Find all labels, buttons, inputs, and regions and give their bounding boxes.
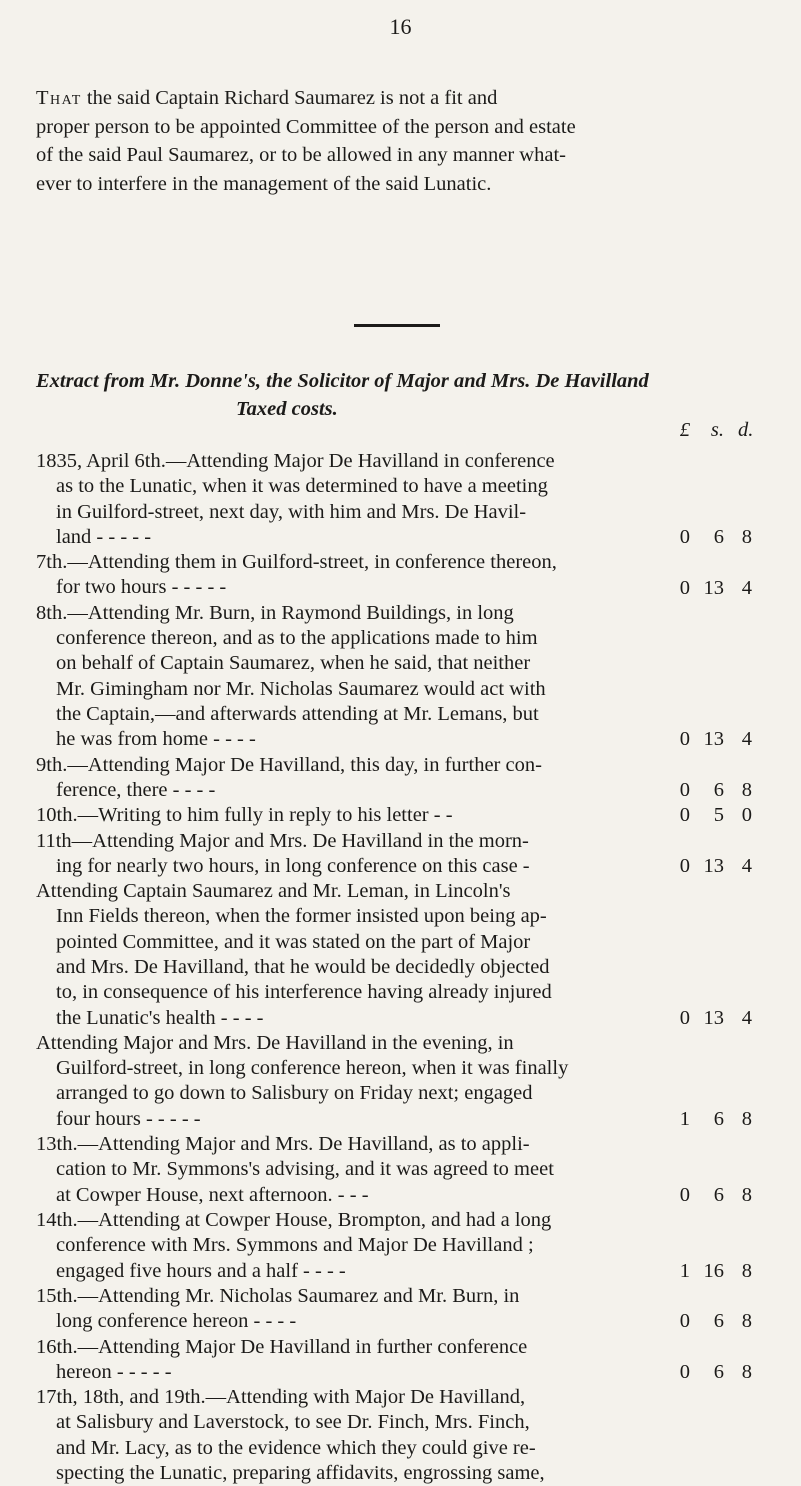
cost-entry-line: land - - - - -: [56, 525, 152, 548]
heading-line-1: Extract from Mr. Donne's, the Solicitor of Major and Mrs. De Havilland: [36, 370, 649, 392]
cost-entry: [36, 449, 668, 550]
cost-entry: [36, 1031, 668, 1132]
cost-entry-line: specting the Lunatic, preparing affidavits, engrossing same,: [56, 1461, 545, 1484]
currency-header-pounds: £: [679, 419, 690, 441]
cost-entry-line: 8th.—Attending Mr. Burn, in Raymond Buildings, in long: [36, 601, 514, 624]
currency-header-pence: d.: [738, 419, 754, 441]
cost-entry-line: 17th, 18th, and 19th.—Attending with Major De Havilland,: [36, 1386, 526, 1409]
page-number: 16: [389, 14, 412, 39]
cost-entry-line: and Mr. Lacy, as to the evidence which they could give re-: [56, 1436, 536, 1459]
cost-entry-line: four hours - - - - -: [56, 1107, 201, 1130]
cost-entry-line: Attending Captain Saumarez and Mr. Leman, in Lincoln's: [36, 880, 511, 903]
cost-entry: [36, 879, 668, 1031]
amount-pounds: 1: [679, 1259, 690, 1282]
cost-entry-line: ference, there - - - -: [56, 778, 216, 801]
amount-pounds: 0: [679, 728, 690, 751]
amount-pence: 4: [741, 576, 752, 599]
section-divider: [354, 324, 440, 327]
cost-entry-line: the Captain,—and afterwards attending at Mr. Lemans, but: [56, 702, 539, 725]
amount-pounds: 0: [679, 525, 690, 548]
cost-entry-line: Inn Fields thereon, when the former insisted upon being ap-: [56, 905, 547, 928]
cost-entry-line: to, in consequence of his interference having already injured: [56, 981, 552, 1004]
cost-entry-line: Attending Major and Mrs. De Havilland in the evening, in: [36, 1031, 514, 1054]
amount-shillings: 13: [703, 728, 724, 751]
cost-entry-line: 16th.—Attending Major De Havilland in further conference: [36, 1335, 528, 1358]
amount-shillings: 13: [703, 1006, 724, 1029]
amount-pence: 8: [741, 1183, 752, 1206]
cost-entry-line: 10th.—Writing to him fully in reply to his letter - -: [36, 804, 453, 827]
amount-pounds: 0: [679, 1006, 690, 1029]
cost-entry: [36, 753, 668, 804]
amount-pence: 4: [741, 1006, 752, 1029]
amount-shillings: 6: [713, 1310, 724, 1333]
amount-pounds: 0: [679, 804, 690, 827]
cost-entry-line: the Lunatic's health - - - -: [56, 1006, 264, 1029]
amount-pounds: 0: [679, 854, 690, 877]
cost-entry: [36, 1208, 668, 1284]
cost-entry: [36, 1335, 668, 1386]
cost-entry-line: 7th.—Attending them in Guilford-street, in conference thereon,: [36, 551, 557, 574]
amount-pounds: 0: [679, 1360, 690, 1383]
cost-entry-line: engaged five hours and a half - - - -: [56, 1259, 346, 1282]
cost-entry-line: ing for nearly two hours, in long conference on this case -: [56, 854, 530, 877]
amount-pence: 8: [741, 1107, 752, 1130]
cost-entry: [36, 1385, 668, 1486]
cost-entry: [36, 803, 668, 828]
amount-pence: 4: [741, 728, 752, 751]
cost-entry-line: on behalf of Captain Saumarez, when he said, that neither: [56, 652, 531, 675]
amount-shillings: 16: [703, 1259, 724, 1282]
amount-pounds: 0: [679, 1183, 690, 1206]
cost-entry-line: Mr. Gimingham nor Mr. Nicholas Saumarez would act with: [56, 677, 546, 700]
cost-entry-line: he was from home - - - -: [56, 728, 256, 751]
cost-entry-line: 9th.—Attending Major De Havilland, this day, in further con-: [36, 753, 542, 776]
cost-entry-line: hereon - - - - -: [56, 1360, 172, 1383]
amount-shillings: 6: [713, 778, 724, 801]
intro-line: proper person to be appointed Committee of the person and estate: [36, 115, 576, 138]
cost-entry-line: 1835, April 6th.—Attending Major De Havilland in conference: [36, 450, 555, 472]
cost-entry-line: 14th.—Attending at Cowper House, Brompton, and had a long: [36, 1209, 552, 1231]
cost-entry-line: 11th—Attending Major and Mrs. De Havilland in the morn-: [36, 829, 529, 852]
cost-entry: [36, 1132, 668, 1208]
cost-entry-line: and Mrs. De Havilland, that he would be decidedly objected: [56, 955, 550, 978]
amount-shillings: 6: [713, 1107, 724, 1130]
amount-pence: 4: [741, 854, 752, 877]
cost-entry: [36, 601, 668, 753]
cost-entry-line: long conference hereon - - - -: [56, 1310, 297, 1333]
amount-shillings: 6: [713, 525, 724, 548]
amount-pence: 8: [741, 525, 752, 548]
amount-shillings: 13: [703, 576, 724, 599]
amount-shillings: 6: [713, 1360, 724, 1383]
cost-entry-line: for two hours - - - - -: [56, 576, 227, 599]
cost-entry: [36, 829, 668, 880]
cost-entry-line: in Guilford-street, next day, with him and Mrs. De Havil-: [56, 500, 527, 523]
amount-pounds: 0: [679, 1310, 690, 1333]
amount-pence: 8: [741, 1360, 752, 1383]
cost-entry-line: conference with Mrs. Symmons and Major De Havilland ;: [56, 1234, 534, 1257]
intro-line: the said Captain Richard Saumarez is not a fit and: [81, 87, 498, 109]
cost-entry-line: arranged to go down to Salisbury on Friday next; engaged: [56, 1082, 533, 1105]
intro-paragraph: [36, 84, 782, 198]
amount-shillings: 13: [703, 854, 724, 877]
cost-entry-line: pointed Committee, and it was stated on the part of Major: [56, 930, 531, 953]
amount-pence: 8: [741, 778, 752, 801]
amount-shillings: 5: [713, 804, 724, 827]
amount-pounds: 0: [679, 778, 690, 801]
cost-entry-line: as to the Lunatic, when it was determined to have a meeting: [56, 475, 548, 498]
heading-line-2: Taxed costs.: [236, 398, 338, 420]
intro-lead-word: That: [36, 87, 82, 109]
cost-entry: [36, 550, 668, 601]
cost-entry-line: at Cowper House, next afternoon. - - -: [56, 1183, 369, 1206]
cost-entry-line: 13th.—Attending Major and Mrs. De Havilland, as to appli-: [36, 1133, 530, 1156]
cost-entry: [36, 1284, 668, 1335]
cost-entry-line: Guilford-street, in long conference hereon, when it was finally: [56, 1057, 569, 1080]
cost-entry-line: 15th.—Attending Mr. Nicholas Saumarez and Mr. Burn, in: [36, 1284, 520, 1307]
cost-entry-line: conference thereon, and as to the applications made to him: [56, 627, 538, 650]
cost-entry-line: at Salisbury and Laverstock, to see Dr. Finch, Mrs. Finch,: [56, 1411, 530, 1434]
amount-pence: 8: [741, 1310, 752, 1333]
amount-pence: 8: [741, 1259, 752, 1282]
amount-pounds: 0: [679, 576, 690, 599]
amount-shillings: 6: [713, 1183, 724, 1206]
cost-entry-line: cation to Mr. Symmons's advising, and it was agreed to meet: [56, 1158, 554, 1181]
intro-line: of the said Paul Saumarez, or to be allowed in any manner what-: [36, 144, 566, 166]
amount-pounds: 1: [679, 1107, 690, 1130]
intro-line: ever to interfere in the management of the said Lunatic.: [36, 172, 492, 195]
extract-heading: [36, 367, 796, 423]
currency-header-shillings: s.: [710, 419, 724, 441]
amount-pence: 0: [741, 804, 752, 827]
